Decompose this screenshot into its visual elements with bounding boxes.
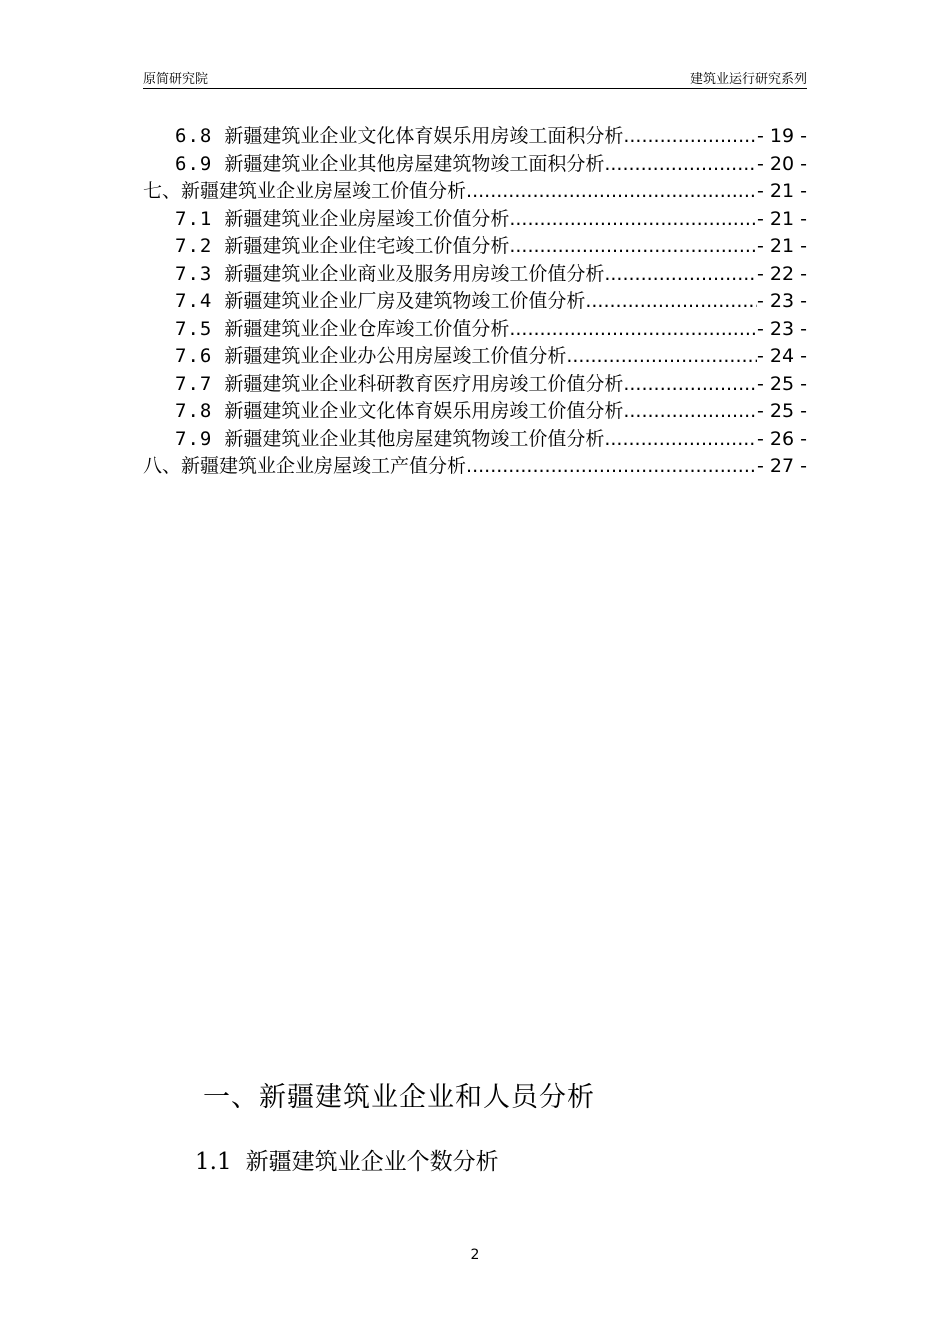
toc-entry-page: - 25 - bbox=[757, 400, 807, 422]
toc-entry-number: 7.9 bbox=[175, 427, 213, 450]
toc-entry-title: 新疆建筑业企业其他房屋建筑物竣工价值分析 bbox=[224, 427, 605, 450]
toc-entry-title: 新疆建筑业企业房屋竣工产值分析 bbox=[181, 455, 467, 477]
toc-entry-page: - 19 - bbox=[757, 125, 807, 147]
toc-leader-dots bbox=[623, 371, 757, 399]
section-heading: 一、新疆建筑业企业和人员分析 bbox=[203, 1082, 595, 1113]
toc-leader-dots bbox=[566, 343, 757, 371]
table-of-contents bbox=[143, 123, 807, 481]
toc-leader-dots bbox=[623, 398, 757, 426]
toc-entry-page: - 21 - bbox=[757, 180, 807, 202]
toc-entry-number: 7.3 bbox=[175, 262, 213, 285]
subsection-heading bbox=[195, 1143, 499, 1176]
toc-entry-title: 新疆建筑业企业文化体育娱乐用房竣工价值分析 bbox=[224, 400, 624, 422]
toc-entry[interactable] bbox=[143, 206, 807, 234]
header-left-text: 原简研究院 bbox=[143, 72, 209, 87]
toc-entry[interactable] bbox=[143, 316, 807, 344]
toc-entry-number: 七、 bbox=[143, 180, 182, 202]
toc-entry-title: 新疆建筑业企业房屋竣工价值分析 bbox=[224, 207, 510, 230]
toc-entry-page: - 23 - bbox=[757, 317, 807, 340]
toc-entry-title: 新疆建筑业企业房屋竣工价值分析 bbox=[181, 180, 467, 202]
toc-entry-number: 7.7 bbox=[175, 372, 213, 395]
toc-entry-page: - 22 - bbox=[757, 262, 807, 285]
toc-leader-dots bbox=[509, 206, 757, 234]
toc-entry-page: - 23 - bbox=[757, 290, 807, 312]
toc-entry-page: - 27 - bbox=[757, 455, 807, 477]
toc-leader-dots bbox=[585, 288, 757, 316]
toc-entry-number: 7.6 bbox=[175, 345, 213, 367]
toc-entry-title: 新疆建筑业企业住宅竣工价值分析 bbox=[224, 235, 510, 257]
toc-entry-page: - 21 - bbox=[757, 207, 807, 230]
toc-entry-page: - 25 - bbox=[757, 372, 807, 395]
toc-entry-number: 7.5 bbox=[175, 317, 213, 340]
toc-entry-title: 新疆建筑业企业仓库竣工价值分析 bbox=[224, 317, 510, 340]
toc-entry-title: 新疆建筑业企业办公用房屋竣工价值分析 bbox=[224, 345, 567, 367]
toc-entry-page: - 21 - bbox=[757, 235, 807, 257]
toc-entry[interactable] bbox=[143, 371, 807, 399]
subsection-number: 1.1 bbox=[195, 1149, 232, 1175]
toc-entry-number: 7.4 bbox=[175, 290, 213, 312]
toc-entry[interactable] bbox=[143, 398, 807, 426]
toc-entry-title: 新疆建筑业企业文化体育娱乐用房竣工面积分析 bbox=[224, 125, 624, 147]
toc-leader-dots bbox=[623, 123, 757, 151]
toc-leader-dots bbox=[509, 233, 757, 261]
toc-entry-number: 6.9 bbox=[175, 152, 213, 175]
toc-leader-dots bbox=[509, 316, 757, 344]
toc-entry-number: 6.8 bbox=[175, 125, 213, 147]
toc-entry-title: 新疆建筑业企业其他房屋建筑物竣工面积分析 bbox=[224, 152, 605, 175]
toc-leader-dots bbox=[466, 178, 757, 206]
toc-entry-page: - 20 - bbox=[757, 152, 807, 175]
toc-entry-number: 7.8 bbox=[175, 400, 213, 422]
toc-entry[interactable] bbox=[143, 123, 807, 151]
toc-entry-title: 新疆建筑业企业商业及服务用房竣工价值分析 bbox=[224, 262, 605, 285]
toc-entry[interactable] bbox=[143, 178, 807, 206]
toc-entry[interactable] bbox=[143, 233, 807, 261]
toc-leader-dots bbox=[604, 151, 757, 179]
header-divider bbox=[143, 88, 807, 89]
toc-entry[interactable] bbox=[143, 426, 807, 454]
toc-entry-title: 新疆建筑业企业厂房及建筑物竣工价值分析 bbox=[224, 290, 586, 312]
toc-entry[interactable] bbox=[143, 288, 807, 316]
toc-leader-dots bbox=[604, 426, 757, 454]
toc-entry-page: - 24 - bbox=[757, 345, 807, 367]
toc-entry-page: - 26 - bbox=[757, 427, 807, 450]
header-right-text: 建筑业运行研究系列 bbox=[689, 72, 807, 87]
toc-entry-number: 7.1 bbox=[175, 207, 213, 230]
page-number: 2 bbox=[470, 1247, 480, 1263]
toc-entry[interactable] bbox=[143, 261, 807, 289]
toc-entry-number: 八、 bbox=[143, 455, 182, 477]
toc-entry[interactable] bbox=[143, 453, 807, 481]
toc-leader-dots bbox=[466, 453, 757, 481]
toc-entry-number: 7.2 bbox=[175, 235, 213, 257]
toc-leader-dots bbox=[604, 261, 757, 289]
toc-entry[interactable] bbox=[143, 151, 807, 179]
toc-entry[interactable] bbox=[143, 343, 807, 371]
toc-entry-title: 新疆建筑业企业科研教育医疗用房竣工价值分析 bbox=[224, 372, 624, 395]
subsection-title-text: 新疆建筑业企业个数分析 bbox=[245, 1149, 499, 1175]
